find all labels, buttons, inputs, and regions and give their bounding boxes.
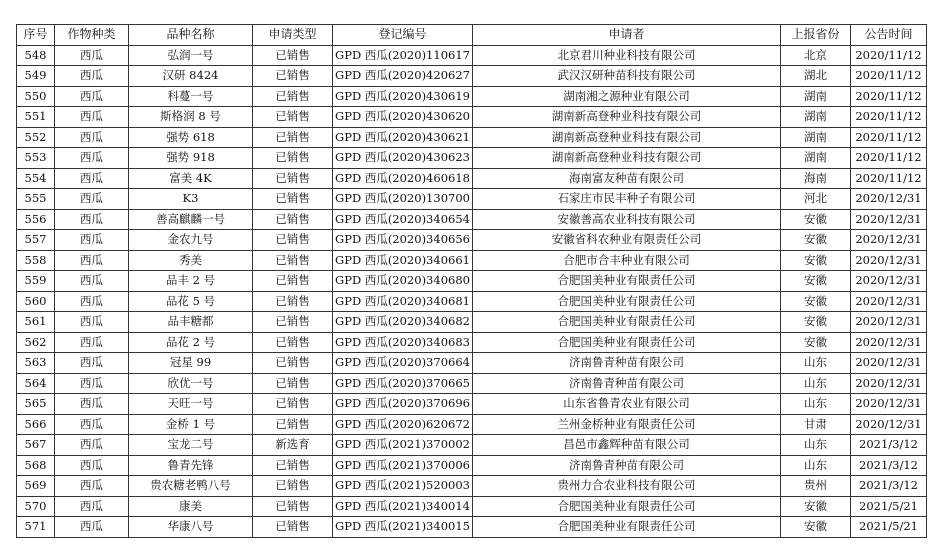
cell-variety: 品花 2 号 [129,332,253,353]
cell-reg-number: GPD 西瓜(2020)130700 [333,189,473,210]
table-row [17,45,927,66]
cell-crop: 西瓜 [55,148,129,169]
cell-apply-type: 已销售 [253,66,333,87]
cell-apply-type: 已销售 [253,168,333,189]
table-row [17,148,927,169]
cell-announce-date: 2020/12/31 [851,414,927,435]
cell-reg-number: GPD 西瓜(2020)430623 [333,148,473,169]
cell-variety: 鲁青先锋 [129,455,253,476]
cell-reg-number: GPD 西瓜(2020)430620 [333,107,473,128]
cell-province: 湖南 [781,86,851,107]
cell-applicant: 合肥国美种业有限责任公司 [473,332,781,353]
cell-province: 安徽 [781,332,851,353]
cell-applicant: 贵州力合农业科技有限公司 [473,476,781,497]
cell-apply-type: 已销售 [253,353,333,374]
cell-apply-type: 已销售 [253,476,333,497]
cell-crop: 西瓜 [55,209,129,230]
table-header [17,25,927,46]
table-row [17,373,927,394]
cell-applicant: 安徽省科农种业有限责任公司 [473,230,781,251]
cell-index: 560 [17,291,55,312]
cell-variety: 华康八号 [129,517,253,538]
table-row [17,517,927,538]
cell-announce-date: 2020/11/12 [851,66,927,87]
table-row [17,455,927,476]
table-body [17,45,927,537]
cell-crop: 西瓜 [55,189,129,210]
cell-crop: 西瓜 [55,271,129,292]
cell-province: 海南 [781,168,851,189]
cell-reg-number: GPD 西瓜(2020)430621 [333,127,473,148]
cell-variety: 斯格润 8 号 [129,107,253,128]
cell-announce-date: 2020/12/31 [851,373,927,394]
cell-index: 550 [17,86,55,107]
cell-crop: 西瓜 [55,517,129,538]
cell-reg-number: GPD 西瓜(2020)340661 [333,250,473,271]
cell-crop: 西瓜 [55,107,129,128]
cell-crop: 西瓜 [55,230,129,251]
cell-crop: 西瓜 [55,414,129,435]
variety-registration-table [16,24,927,538]
cell-province: 湖北 [781,66,851,87]
cell-variety: 金桥 1 号 [129,414,253,435]
cell-province: 甘肃 [781,414,851,435]
cell-announce-date: 2021/3/12 [851,455,927,476]
cell-province: 安徽 [781,250,851,271]
cell-announce-date: 2021/5/21 [851,496,927,517]
cell-variety: 秀美 [129,250,253,271]
cell-apply-type: 已销售 [253,209,333,230]
cell-variety: 弘润一号 [129,45,253,66]
cell-reg-number: GPD 西瓜(2021)340015 [333,517,473,538]
cell-applicant: 湖南新高登种业科技有限公司 [473,127,781,148]
cell-index: 568 [17,455,55,476]
cell-applicant: 安徽善高农业科技有限公司 [473,209,781,230]
cell-applicant: 合肥国美种业有限责任公司 [473,291,781,312]
cell-index: 558 [17,250,55,271]
cell-applicant: 山东省鲁青农业有限公司 [473,394,781,415]
cell-crop: 西瓜 [55,45,129,66]
table-row [17,476,927,497]
cell-index: 570 [17,496,55,517]
cell-apply-type: 已销售 [253,86,333,107]
cell-applicant: 湖南新高登种业科技有限公司 [473,148,781,169]
cell-variety: 科蔓一号 [129,86,253,107]
cell-province: 河北 [781,189,851,210]
header-variety: 品种名称 [129,25,253,46]
table-row [17,86,927,107]
cell-apply-type: 已销售 [253,230,333,251]
cell-reg-number: GPD 西瓜(2020)370664 [333,353,473,374]
header-crop: 作物种类 [55,25,129,46]
cell-applicant: 北京君川种业科技有限公司 [473,45,781,66]
cell-reg-number: GPD 西瓜(2020)460618 [333,168,473,189]
cell-reg-number: GPD 西瓜(2020)420627 [333,66,473,87]
cell-applicant: 武汉汉研种苗科技有限公司 [473,66,781,87]
table-row [17,291,927,312]
cell-crop: 西瓜 [55,435,129,456]
cell-province: 安徽 [781,312,851,333]
cell-reg-number: GPD 西瓜(2020)340683 [333,332,473,353]
cell-index: 548 [17,45,55,66]
cell-variety: 强势 618 [129,127,253,148]
cell-crop: 西瓜 [55,394,129,415]
cell-announce-date: 2020/11/12 [851,168,927,189]
cell-crop: 西瓜 [55,353,129,374]
table-row [17,332,927,353]
cell-reg-number: GPD 西瓜(2021)520003 [333,476,473,497]
cell-crop: 西瓜 [55,476,129,497]
cell-index: 556 [17,209,55,230]
cell-apply-type: 已销售 [253,496,333,517]
cell-variety: 品花 5 号 [129,291,253,312]
cell-announce-date: 2020/11/12 [851,148,927,169]
cell-index: 559 [17,271,55,292]
cell-announce-date: 2020/12/31 [851,209,927,230]
cell-variety: 欣优一号 [129,373,253,394]
cell-apply-type: 已销售 [253,291,333,312]
header-reg-number: 登记编号 [333,25,473,46]
cell-crop: 西瓜 [55,373,129,394]
cell-variety: 强势 918 [129,148,253,169]
table-row [17,168,927,189]
cell-applicant: 合肥国美种业有限责任公司 [473,496,781,517]
cell-variety: 金农九号 [129,230,253,251]
table-row [17,496,927,517]
cell-index: 552 [17,127,55,148]
cell-province: 贵州 [781,476,851,497]
cell-applicant: 海南富友种苗有限公司 [473,168,781,189]
cell-crop: 西瓜 [55,250,129,271]
cell-reg-number: GPD 西瓜(2020)340680 [333,271,473,292]
cell-announce-date: 2020/12/31 [851,230,927,251]
cell-index: 562 [17,332,55,353]
cell-province: 山东 [781,394,851,415]
cell-variety: 冠星 99 [129,353,253,374]
cell-reg-number: GPD 西瓜(2020)340654 [333,209,473,230]
cell-apply-type: 已销售 [253,148,333,169]
header-apply-type: 申请类型 [253,25,333,46]
cell-reg-number: GPD 西瓜(2020)370665 [333,373,473,394]
cell-reg-number: GPD 西瓜(2020)340682 [333,312,473,333]
cell-reg-number: GPD 西瓜(2020)340681 [333,291,473,312]
cell-variety: 贵农糖老鸭八号 [129,476,253,497]
cell-crop: 西瓜 [55,168,129,189]
cell-index: 567 [17,435,55,456]
cell-reg-number: GPD 西瓜(2020)430619 [333,86,473,107]
header-index: 序号 [17,25,55,46]
cell-applicant: 石家庄市民丰种子有限公司 [473,189,781,210]
cell-variety: K3 [129,189,253,210]
cell-apply-type: 已销售 [253,517,333,538]
cell-applicant: 湖南新高登种业科技有限公司 [473,107,781,128]
cell-apply-type: 已销售 [253,189,333,210]
cell-apply-type: 新选育 [253,435,333,456]
cell-index: 569 [17,476,55,497]
cell-index: 557 [17,230,55,251]
cell-variety: 康美 [129,496,253,517]
cell-crop: 西瓜 [55,291,129,312]
cell-announce-date: 2021/3/12 [851,435,927,456]
cell-province: 湖南 [781,127,851,148]
cell-variety: 宝龙二号 [129,435,253,456]
cell-province: 山东 [781,373,851,394]
cell-index: 564 [17,373,55,394]
cell-index: 549 [17,66,55,87]
cell-index: 561 [17,312,55,333]
cell-province: 湖南 [781,148,851,169]
cell-announce-date: 2020/12/31 [851,189,927,210]
cell-announce-date: 2020/12/31 [851,291,927,312]
cell-province: 安徽 [781,517,851,538]
table-row [17,127,927,148]
cell-apply-type: 已销售 [253,414,333,435]
cell-announce-date: 2020/11/12 [851,107,927,128]
table-row [17,250,927,271]
cell-index: 551 [17,107,55,128]
header-province: 上报省份 [781,25,851,46]
cell-applicant: 合肥国美种业有限责任公司 [473,271,781,292]
cell-announce-date: 2020/12/31 [851,271,927,292]
cell-variety: 富美 4K [129,168,253,189]
cell-variety: 品丰 2 号 [129,271,253,292]
table-row [17,107,927,128]
cell-applicant: 昌邑市鑫辉种苗有限公司 [473,435,781,456]
cell-province: 山东 [781,455,851,476]
cell-applicant: 合肥国美种业有限责任公司 [473,517,781,538]
cell-announce-date: 2020/12/31 [851,394,927,415]
cell-apply-type: 已销售 [253,45,333,66]
cell-index: 555 [17,189,55,210]
header-applicant: 申请者 [473,25,781,46]
table-row [17,394,927,415]
cell-announce-date: 2020/11/12 [851,86,927,107]
cell-announce-date: 2020/12/31 [851,332,927,353]
cell-index: 571 [17,517,55,538]
cell-province: 山东 [781,435,851,456]
cell-apply-type: 已销售 [253,107,333,128]
cell-index: 553 [17,148,55,169]
cell-announce-date: 2021/3/12 [851,476,927,497]
cell-index: 565 [17,394,55,415]
cell-apply-type: 已销售 [253,271,333,292]
cell-index: 554 [17,168,55,189]
cell-announce-date: 2020/11/12 [851,45,927,66]
cell-variety: 品丰糖都 [129,312,253,333]
cell-variety: 善高麒麟一号 [129,209,253,230]
cell-crop: 西瓜 [55,455,129,476]
cell-province: 湖南 [781,107,851,128]
cell-apply-type: 已销售 [253,455,333,476]
table-row [17,414,927,435]
cell-applicant: 合肥国美种业有限责任公司 [473,312,781,333]
cell-province: 安徽 [781,496,851,517]
cell-announce-date: 2020/12/31 [851,250,927,271]
header-row [17,25,927,46]
table-row [17,353,927,374]
cell-crop: 西瓜 [55,66,129,87]
cell-reg-number: GPD 西瓜(2021)370006 [333,455,473,476]
cell-crop: 西瓜 [55,86,129,107]
cell-reg-number: GPD 西瓜(2021)370002 [333,435,473,456]
cell-variety: 汉研 8424 [129,66,253,87]
cell-apply-type: 已销售 [253,250,333,271]
cell-applicant: 兰州金桥种业有限责任公司 [473,414,781,435]
table-row [17,209,927,230]
cell-province: 北京 [781,45,851,66]
cell-apply-type: 已销售 [253,394,333,415]
table-row [17,189,927,210]
table-row [17,271,927,292]
cell-province: 山东 [781,353,851,374]
cell-index: 566 [17,414,55,435]
cell-crop: 西瓜 [55,127,129,148]
cell-province: 安徽 [781,209,851,230]
cell-apply-type: 已销售 [253,127,333,148]
cell-applicant: 济南鲁青种苗有限公司 [473,455,781,476]
cell-apply-type: 已销售 [253,312,333,333]
cell-applicant: 湖南湘之源种业有限公司 [473,86,781,107]
cell-crop: 西瓜 [55,496,129,517]
cell-reg-number: GPD 西瓜(2020)620672 [333,414,473,435]
cell-variety: 天旺一号 [129,394,253,415]
table-row [17,312,927,333]
cell-announce-date: 2020/11/12 [851,127,927,148]
cell-apply-type: 已销售 [253,332,333,353]
cell-applicant: 济南鲁青种苗有限公司 [473,353,781,374]
header-announce-date: 公告时间 [851,25,927,46]
table-row [17,66,927,87]
cell-province: 安徽 [781,291,851,312]
cell-announce-date: 2020/12/31 [851,353,927,374]
cell-index: 563 [17,353,55,374]
cell-crop: 西瓜 [55,312,129,333]
table-row [17,230,927,251]
cell-apply-type: 已销售 [253,373,333,394]
cell-reg-number: GPD 西瓜(2020)370696 [333,394,473,415]
table-row [17,435,927,456]
cell-reg-number: GPD 西瓜(2020)110617 [333,45,473,66]
cell-province: 安徽 [781,230,851,251]
cell-reg-number: GPD 西瓜(2020)340656 [333,230,473,251]
cell-province: 安徽 [781,271,851,292]
cell-reg-number: GPD 西瓜(2021)340014 [333,496,473,517]
cell-applicant: 济南鲁青种苗有限公司 [473,373,781,394]
cell-crop: 西瓜 [55,332,129,353]
cell-applicant: 合肥市合丰种业有限公司 [473,250,781,271]
cell-announce-date: 2021/5/21 [851,517,927,538]
cell-announce-date: 2020/12/31 [851,312,927,333]
